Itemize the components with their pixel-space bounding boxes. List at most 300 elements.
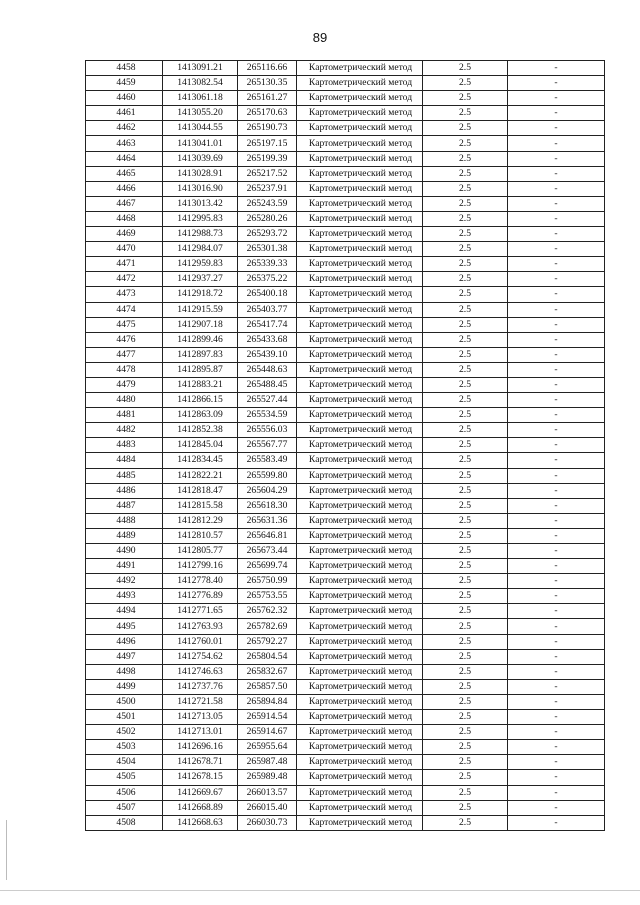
method-cell: Картометрический метод — [297, 332, 423, 347]
method-cell: Картометрический метод — [297, 664, 423, 679]
method-cell: Картометрический метод — [297, 393, 423, 408]
method-cell: Картометрический метод — [297, 574, 423, 589]
point-number-cell: 4502 — [86, 725, 163, 740]
y-coordinate-cell: 265618.30 — [238, 498, 297, 513]
precision-cell: 2.5 — [423, 589, 508, 604]
method-cell: Картометрический метод — [297, 121, 423, 136]
note-cell: - — [508, 317, 605, 332]
note-cell: - — [508, 604, 605, 619]
table-row — [86, 725, 605, 740]
precision-cell: 2.5 — [423, 61, 508, 76]
x-coordinate-cell: 1412959.83 — [163, 257, 238, 272]
y-coordinate-cell: 265857.50 — [238, 679, 297, 694]
y-coordinate-cell: 265448.63 — [238, 362, 297, 377]
method-cell: Картометрический метод — [297, 544, 423, 559]
method-cell: Картометрический метод — [297, 302, 423, 317]
y-coordinate-cell: 265989.48 — [238, 770, 297, 785]
y-coordinate-cell: 265750.99 — [238, 574, 297, 589]
note-cell: - — [508, 800, 605, 815]
x-coordinate-cell: 1412737.76 — [163, 679, 238, 694]
y-coordinate-cell: 265417.74 — [238, 317, 297, 332]
y-coordinate-cell: 265130.35 — [238, 76, 297, 91]
point-number-cell: 4470 — [86, 242, 163, 257]
note-cell: - — [508, 528, 605, 543]
x-coordinate-cell: 1412746.63 — [163, 664, 238, 679]
precision-cell: 2.5 — [423, 302, 508, 317]
method-cell: Картометрический метод — [297, 438, 423, 453]
table-row — [86, 574, 605, 589]
note-cell: - — [508, 468, 605, 483]
x-coordinate-cell: 1412669.67 — [163, 785, 238, 800]
point-number-cell: 4468 — [86, 211, 163, 226]
table-row — [86, 604, 605, 619]
note-cell: - — [508, 61, 605, 76]
y-coordinate-cell: 265527.44 — [238, 393, 297, 408]
x-coordinate-cell: 1412995.83 — [163, 211, 238, 226]
table-row — [86, 408, 605, 423]
note-cell: - — [508, 770, 605, 785]
precision-cell: 2.5 — [423, 347, 508, 362]
method-cell: Картометрический метод — [297, 589, 423, 604]
x-coordinate-cell: 1412810.57 — [163, 528, 238, 543]
x-coordinate-cell: 1412897.83 — [163, 347, 238, 362]
point-number-cell: 4493 — [86, 589, 163, 604]
note-cell: - — [508, 106, 605, 121]
precision-cell: 2.5 — [423, 800, 508, 815]
table-row — [86, 332, 605, 347]
point-number-cell: 4466 — [86, 181, 163, 196]
point-number-cell: 4492 — [86, 574, 163, 589]
y-coordinate-cell: 265116.66 — [238, 61, 297, 76]
x-coordinate-cell: 1412776.89 — [163, 589, 238, 604]
point-number-cell: 4481 — [86, 408, 163, 423]
y-coordinate-cell: 265339.33 — [238, 257, 297, 272]
precision-cell: 2.5 — [423, 453, 508, 468]
precision-cell: 2.5 — [423, 151, 508, 166]
x-coordinate-cell: 1412852.38 — [163, 423, 238, 438]
table-row — [86, 166, 605, 181]
table-row — [86, 710, 605, 725]
note-cell: - — [508, 136, 605, 151]
x-coordinate-cell: 1412721.58 — [163, 694, 238, 709]
note-cell: - — [508, 559, 605, 574]
point-number-cell: 4469 — [86, 227, 163, 242]
method-cell: Картометрический метод — [297, 61, 423, 76]
x-coordinate-cell: 1412678.15 — [163, 770, 238, 785]
precision-cell: 2.5 — [423, 815, 508, 830]
x-coordinate-cell: 1412713.05 — [163, 710, 238, 725]
precision-cell: 2.5 — [423, 136, 508, 151]
y-coordinate-cell: 265955.64 — [238, 740, 297, 755]
table-row — [86, 800, 605, 815]
note-cell: - — [508, 121, 605, 136]
y-coordinate-cell: 265894.84 — [238, 694, 297, 709]
table-row — [86, 257, 605, 272]
precision-cell: 2.5 — [423, 272, 508, 287]
note-cell: - — [508, 91, 605, 106]
point-number-cell: 4459 — [86, 76, 163, 91]
method-cell: Картометрический метод — [297, 181, 423, 196]
method-cell: Картометрический метод — [297, 453, 423, 468]
note-cell: - — [508, 785, 605, 800]
method-cell: Картометрический метод — [297, 740, 423, 755]
y-coordinate-cell: 265534.59 — [238, 408, 297, 423]
method-cell: Картометрический метод — [297, 770, 423, 785]
precision-cell: 2.5 — [423, 770, 508, 785]
x-coordinate-cell: 1412918.72 — [163, 287, 238, 302]
x-coordinate-cell: 1412907.18 — [163, 317, 238, 332]
table-row — [86, 694, 605, 709]
y-coordinate-cell: 265433.68 — [238, 332, 297, 347]
y-coordinate-cell: 265199.39 — [238, 151, 297, 166]
precision-cell: 2.5 — [423, 332, 508, 347]
x-coordinate-cell: 1412812.29 — [163, 513, 238, 528]
method-cell: Картометрический метод — [297, 106, 423, 121]
note-cell: - — [508, 694, 605, 709]
point-number-cell: 4473 — [86, 287, 163, 302]
table-row — [86, 423, 605, 438]
method-cell: Картометрический метод — [297, 483, 423, 498]
precision-cell: 2.5 — [423, 664, 508, 679]
note-cell: - — [508, 634, 605, 649]
x-coordinate-cell: 1413061.18 — [163, 91, 238, 106]
precision-cell: 2.5 — [423, 710, 508, 725]
table-row — [86, 393, 605, 408]
x-coordinate-cell: 1412863.09 — [163, 408, 238, 423]
table-row — [86, 91, 605, 106]
point-number-cell: 4485 — [86, 468, 163, 483]
y-coordinate-cell: 265914.54 — [238, 710, 297, 725]
x-coordinate-cell: 1413044.55 — [163, 121, 238, 136]
method-cell: Картометрический метод — [297, 468, 423, 483]
x-coordinate-cell: 1412771.65 — [163, 604, 238, 619]
point-number-cell: 4494 — [86, 604, 163, 619]
note-cell: - — [508, 513, 605, 528]
y-coordinate-cell: 265197.15 — [238, 136, 297, 151]
method-cell: Картометрический метод — [297, 257, 423, 272]
point-number-cell: 4507 — [86, 800, 163, 815]
x-coordinate-cell: 1412668.63 — [163, 815, 238, 830]
table-row — [86, 755, 605, 770]
point-number-cell: 4496 — [86, 634, 163, 649]
page-number: 89 — [312, 30, 328, 45]
x-coordinate-cell: 1412866.15 — [163, 393, 238, 408]
precision-cell: 2.5 — [423, 377, 508, 392]
x-coordinate-cell: 1412805.77 — [163, 544, 238, 559]
y-coordinate-cell: 265646.81 — [238, 528, 297, 543]
point-number-cell: 4480 — [86, 393, 163, 408]
note-cell: - — [508, 151, 605, 166]
y-coordinate-cell: 265753.55 — [238, 589, 297, 604]
point-number-cell: 4501 — [86, 710, 163, 725]
method-cell: Картометрический метод — [297, 604, 423, 619]
table-row — [86, 815, 605, 830]
y-coordinate-cell: 265237.91 — [238, 181, 297, 196]
x-coordinate-cell: 1412678.71 — [163, 755, 238, 770]
point-number-cell: 4489 — [86, 528, 163, 543]
table-row — [86, 740, 605, 755]
point-number-cell: 4495 — [86, 619, 163, 634]
table-row — [86, 770, 605, 785]
method-cell: Картометрический метод — [297, 800, 423, 815]
table-row — [86, 498, 605, 513]
table-row — [86, 664, 605, 679]
y-coordinate-cell: 265375.22 — [238, 272, 297, 287]
point-number-cell: 4461 — [86, 106, 163, 121]
y-coordinate-cell: 265439.10 — [238, 347, 297, 362]
note-cell: - — [508, 287, 605, 302]
precision-cell: 2.5 — [423, 619, 508, 634]
method-cell: Картометрический метод — [297, 136, 423, 151]
precision-cell: 2.5 — [423, 574, 508, 589]
y-coordinate-cell: 265782.69 — [238, 619, 297, 634]
x-coordinate-cell: 1412713.01 — [163, 725, 238, 740]
y-coordinate-cell: 265567.77 — [238, 438, 297, 453]
point-number-cell: 4474 — [86, 302, 163, 317]
table-row — [86, 211, 605, 226]
precision-cell: 2.5 — [423, 559, 508, 574]
x-coordinate-cell: 1412984.07 — [163, 242, 238, 257]
y-coordinate-cell: 265914.67 — [238, 725, 297, 740]
table-row — [86, 121, 605, 136]
x-coordinate-cell: 1412937.27 — [163, 272, 238, 287]
note-cell: - — [508, 649, 605, 664]
precision-cell: 2.5 — [423, 679, 508, 694]
note-cell: - — [508, 725, 605, 740]
method-cell: Картометрический метод — [297, 227, 423, 242]
y-coordinate-cell: 265161.27 — [238, 91, 297, 106]
precision-cell: 2.5 — [423, 181, 508, 196]
x-coordinate-cell: 1413091.21 — [163, 61, 238, 76]
precision-cell: 2.5 — [423, 438, 508, 453]
note-cell: - — [508, 498, 605, 513]
x-coordinate-cell: 1413039.69 — [163, 151, 238, 166]
method-cell: Картометрический метод — [297, 513, 423, 528]
note-cell: - — [508, 257, 605, 272]
point-number-cell: 4476 — [86, 332, 163, 347]
note-cell: - — [508, 393, 605, 408]
note-cell: - — [508, 438, 605, 453]
x-coordinate-cell: 1413041.01 — [163, 136, 238, 151]
table-row — [86, 196, 605, 211]
point-number-cell: 4483 — [86, 438, 163, 453]
x-coordinate-cell: 1412915.59 — [163, 302, 238, 317]
method-cell: Картометрический метод — [297, 76, 423, 91]
precision-cell: 2.5 — [423, 317, 508, 332]
method-cell: Картометрический метод — [297, 211, 423, 226]
note-cell: - — [508, 242, 605, 257]
precision-cell: 2.5 — [423, 106, 508, 121]
precision-cell: 2.5 — [423, 211, 508, 226]
method-cell: Картометрический метод — [297, 347, 423, 362]
precision-cell: 2.5 — [423, 544, 508, 559]
x-coordinate-cell: 1412778.40 — [163, 574, 238, 589]
precision-cell: 2.5 — [423, 755, 508, 770]
y-coordinate-cell: 265583.49 — [238, 453, 297, 468]
note-cell: - — [508, 362, 605, 377]
method-cell: Картометрический метод — [297, 559, 423, 574]
x-coordinate-cell: 1413082.54 — [163, 76, 238, 91]
table-row — [86, 528, 605, 543]
table-row — [86, 136, 605, 151]
note-cell: - — [508, 211, 605, 226]
x-coordinate-cell: 1412834.45 — [163, 453, 238, 468]
y-coordinate-cell: 265293.72 — [238, 227, 297, 242]
precision-cell: 2.5 — [423, 528, 508, 543]
precision-cell: 2.5 — [423, 196, 508, 211]
note-cell: - — [508, 377, 605, 392]
note-cell: - — [508, 755, 605, 770]
precision-cell: 2.5 — [423, 725, 508, 740]
method-cell: Картометрический метод — [297, 694, 423, 709]
precision-cell: 2.5 — [423, 423, 508, 438]
precision-cell: 2.5 — [423, 287, 508, 302]
precision-cell: 2.5 — [423, 513, 508, 528]
note-cell: - — [508, 815, 605, 830]
method-cell: Картометрический метод — [297, 498, 423, 513]
point-number-cell: 4472 — [86, 272, 163, 287]
method-cell: Картометрический метод — [297, 725, 423, 740]
scan-edge-mark — [6, 820, 7, 880]
method-cell: Картометрический метод — [297, 272, 423, 287]
note-cell: - — [508, 453, 605, 468]
precision-cell: 2.5 — [423, 76, 508, 91]
method-cell: Картометрический метод — [297, 815, 423, 830]
point-number-cell: 4486 — [86, 483, 163, 498]
note-cell: - — [508, 740, 605, 755]
table-row — [86, 589, 605, 604]
point-number-cell: 4479 — [86, 377, 163, 392]
note-cell: - — [508, 619, 605, 634]
x-coordinate-cell: 1413028.91 — [163, 166, 238, 181]
y-coordinate-cell: 265762.32 — [238, 604, 297, 619]
point-number-cell: 4475 — [86, 317, 163, 332]
note-cell: - — [508, 272, 605, 287]
x-coordinate-cell: 1412988.73 — [163, 227, 238, 242]
table-row — [86, 61, 605, 76]
method-cell: Картометрический метод — [297, 755, 423, 770]
table-row — [86, 76, 605, 91]
x-coordinate-cell: 1413016.90 — [163, 181, 238, 196]
y-coordinate-cell: 265987.48 — [238, 755, 297, 770]
point-number-cell: 4458 — [86, 61, 163, 76]
point-number-cell: 4505 — [86, 770, 163, 785]
note-cell: - — [508, 664, 605, 679]
precision-cell: 2.5 — [423, 227, 508, 242]
y-coordinate-cell: 265604.29 — [238, 483, 297, 498]
note-cell: - — [508, 332, 605, 347]
point-number-cell: 4465 — [86, 166, 163, 181]
point-number-cell: 4471 — [86, 257, 163, 272]
table-row — [86, 483, 605, 498]
precision-cell: 2.5 — [423, 393, 508, 408]
coordinates-table — [85, 60, 605, 831]
point-number-cell: 4503 — [86, 740, 163, 755]
note-cell: - — [508, 483, 605, 498]
table-row — [86, 634, 605, 649]
table-row — [86, 362, 605, 377]
y-coordinate-cell: 265403.77 — [238, 302, 297, 317]
method-cell: Картометрический метод — [297, 619, 423, 634]
point-number-cell: 4477 — [86, 347, 163, 362]
method-cell: Картометрический метод — [297, 362, 423, 377]
point-number-cell: 4491 — [86, 559, 163, 574]
method-cell: Картометрический метод — [297, 196, 423, 211]
x-coordinate-cell: 1412696.16 — [163, 740, 238, 755]
x-coordinate-cell: 1412845.04 — [163, 438, 238, 453]
point-number-cell: 4504 — [86, 755, 163, 770]
note-cell: - — [508, 302, 605, 317]
y-coordinate-cell: 265190.73 — [238, 121, 297, 136]
y-coordinate-cell: 265170.63 — [238, 106, 297, 121]
table-row — [86, 785, 605, 800]
point-number-cell: 4497 — [86, 649, 163, 664]
point-number-cell: 4462 — [86, 121, 163, 136]
x-coordinate-cell: 1412822.21 — [163, 468, 238, 483]
point-number-cell: 4478 — [86, 362, 163, 377]
x-coordinate-cell: 1412895.87 — [163, 362, 238, 377]
x-coordinate-cell: 1412763.93 — [163, 619, 238, 634]
precision-cell: 2.5 — [423, 121, 508, 136]
x-coordinate-cell: 1412899.46 — [163, 332, 238, 347]
y-coordinate-cell: 265488.45 — [238, 377, 297, 392]
method-cell: Картометрический метод — [297, 679, 423, 694]
table-row — [86, 272, 605, 287]
method-cell: Картометрический метод — [297, 151, 423, 166]
precision-cell: 2.5 — [423, 408, 508, 423]
point-number-cell: 4499 — [86, 679, 163, 694]
method-cell: Картометрический метод — [297, 287, 423, 302]
precision-cell: 2.5 — [423, 498, 508, 513]
y-coordinate-cell: 265599.80 — [238, 468, 297, 483]
note-cell: - — [508, 76, 605, 91]
table-row — [86, 227, 605, 242]
y-coordinate-cell: 266030.73 — [238, 815, 297, 830]
note-cell: - — [508, 423, 605, 438]
point-number-cell: 4506 — [86, 785, 163, 800]
method-cell: Картометрический метод — [297, 408, 423, 423]
point-number-cell: 4484 — [86, 453, 163, 468]
point-number-cell: 4490 — [86, 544, 163, 559]
method-cell: Картометрический метод — [297, 785, 423, 800]
precision-cell: 2.5 — [423, 362, 508, 377]
y-coordinate-cell: 265217.52 — [238, 166, 297, 181]
note-cell: - — [508, 347, 605, 362]
precision-cell: 2.5 — [423, 468, 508, 483]
y-coordinate-cell: 265673.44 — [238, 544, 297, 559]
method-cell: Картометрический метод — [297, 423, 423, 438]
point-number-cell: 4482 — [86, 423, 163, 438]
method-cell: Картометрический метод — [297, 710, 423, 725]
table-row — [86, 287, 605, 302]
point-number-cell: 4463 — [86, 136, 163, 151]
y-coordinate-cell: 265556.03 — [238, 423, 297, 438]
y-coordinate-cell: 265804.54 — [238, 649, 297, 664]
y-coordinate-cell: 265280.26 — [238, 211, 297, 226]
table-row — [86, 649, 605, 664]
y-coordinate-cell: 265631.36 — [238, 513, 297, 528]
table-row — [86, 302, 605, 317]
precision-cell: 2.5 — [423, 166, 508, 181]
precision-cell: 2.5 — [423, 694, 508, 709]
scan-edge-line — [0, 890, 640, 891]
method-cell: Картометрический метод — [297, 649, 423, 664]
x-coordinate-cell: 1412818.47 — [163, 483, 238, 498]
precision-cell: 2.5 — [423, 785, 508, 800]
table-row — [86, 347, 605, 362]
y-coordinate-cell: 266015.40 — [238, 800, 297, 815]
point-number-cell: 4498 — [86, 664, 163, 679]
